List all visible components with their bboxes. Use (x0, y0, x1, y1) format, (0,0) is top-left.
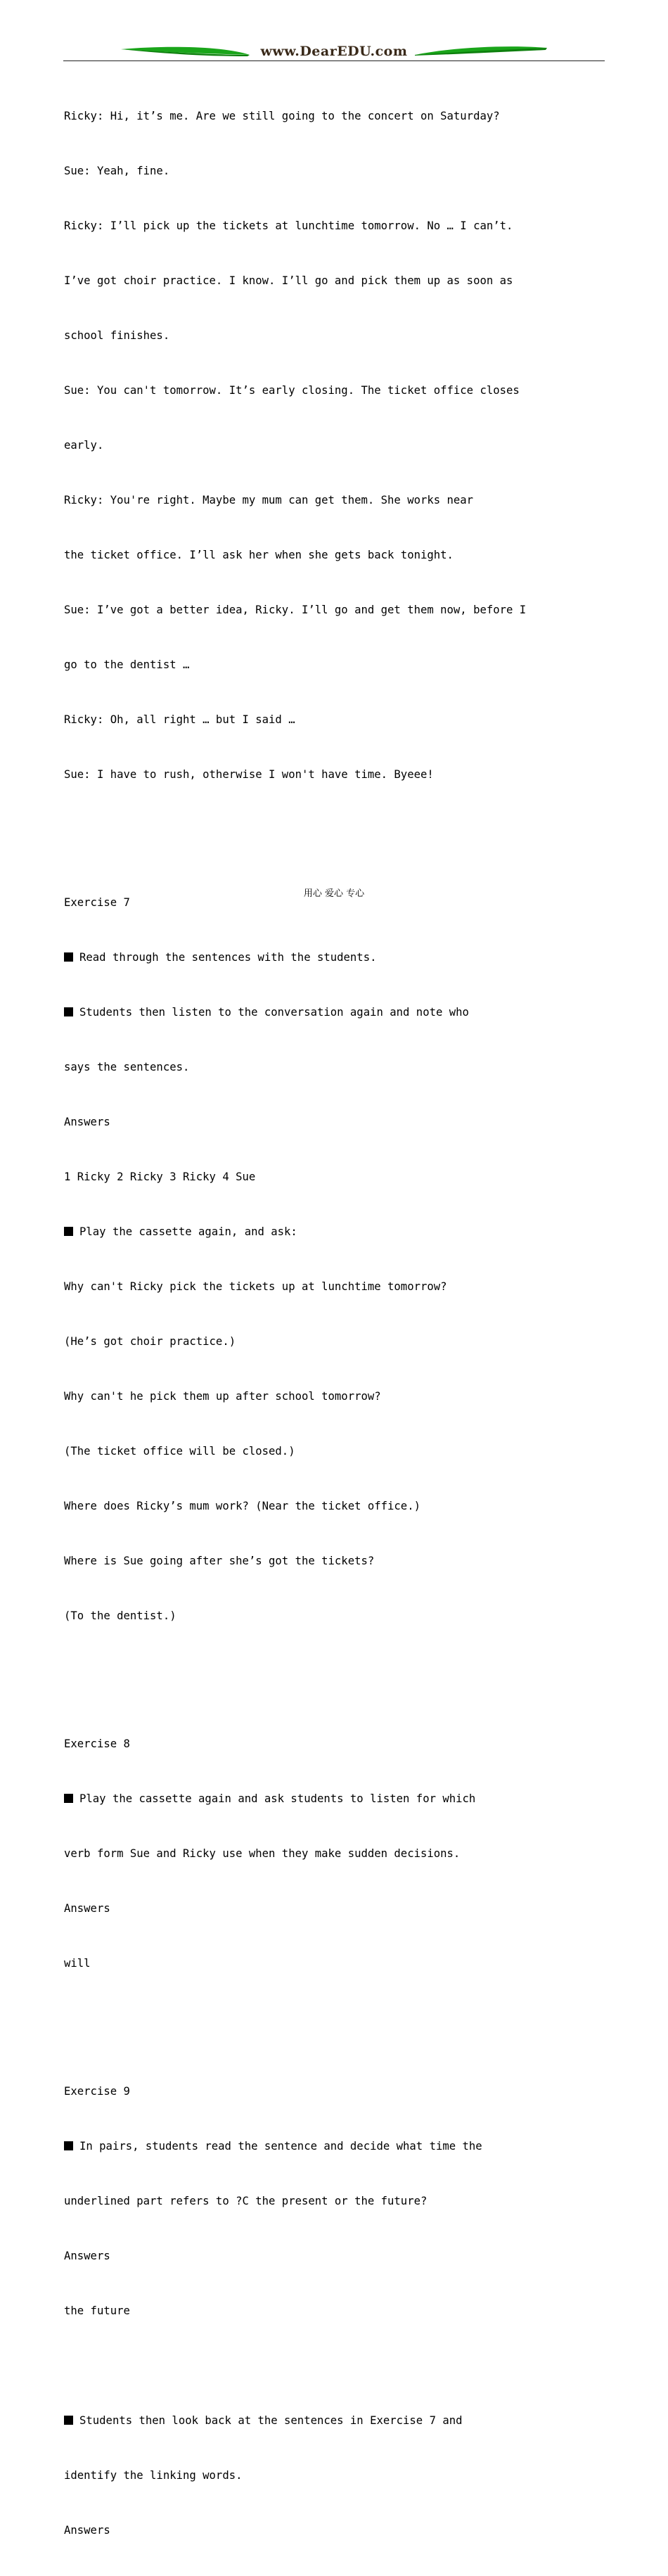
square-bullet-icon (64, 1227, 73, 1236)
bullet-continuation: identify the linking words. (64, 2469, 243, 2482)
answers-label: Answers (64, 2524, 110, 2537)
bullet-continuation: says the sentences. (64, 1061, 190, 1073)
dialogue-line: Ricky: You're right. Maybe my mum can get them. She works near (64, 494, 474, 506)
exercise-7-heading: Exercise 7 (64, 896, 130, 909)
document-body (64, 70, 570, 2576)
bullet-item (64, 1790, 570, 1808)
question-line: Why can't Ricky pick the tickets up at lunchtime tomorrow? (64, 1280, 447, 1293)
dialogue-line: Sue: I have to rush, otherwise I won't have time. Byeee! (64, 768, 434, 781)
bullet-item (64, 2411, 570, 2430)
dialogue-line: Sue: I’ve got a better idea, Ricky. I’ll go and get them now, before I (64, 604, 527, 616)
bullet-item (64, 2137, 570, 2155)
dialogue-line: Sue: You can't tomorrow. It’s early closing. The ticket office closes (64, 384, 520, 397)
question-line: (He’s got choir practice.) (64, 1335, 236, 1348)
bullet-item (64, 1003, 570, 1021)
page-footer: 用心 爱心 专心 (303, 888, 365, 899)
answers-text: will (64, 1957, 91, 1970)
exercise-8-heading: Exercise 8 (64, 1737, 130, 1750)
dialogue-line: school finishes. (64, 329, 170, 342)
bullet-item (64, 948, 570, 967)
dialogue-line: early. (64, 439, 104, 452)
answers-label: Answers (64, 1902, 110, 1915)
dialogue-line: I’ve got choir practice. I know. I’ll go and pick them up as soon as (64, 274, 513, 287)
dialogue-line: go to the dentist … (64, 658, 190, 671)
question-line: Why can't he pick them up after school tomorrow? (64, 1390, 381, 1403)
answers-label: Answers (64, 1116, 110, 1128)
square-bullet-icon (64, 2416, 73, 2425)
bullet-continuation: verb form Sue and Ricky use when they make sudden decisions. (64, 1847, 461, 1860)
square-bullet-icon (64, 2141, 73, 2150)
bullet-text: Play the cassette again and ask students to listen for which (79, 1792, 476, 1805)
bullet-text: Read through the sentences with the students. (79, 951, 377, 964)
answers-label: Answers (64, 2250, 110, 2262)
bullet-continuation: underlined part refers to ?C the present or the future? (64, 2195, 428, 2207)
bullet-text: Students then look back at the sentences in Exercise 7 and (79, 2414, 463, 2427)
square-bullet-icon (64, 1007, 73, 1016)
spacer (64, 1662, 570, 1680)
bullet-item (64, 1223, 570, 1241)
question-line: Where does Ricky’s mum work? (Near the ticket office.) (64, 1500, 420, 1512)
question-line: (The ticket office will be closed.) (64, 1445, 295, 1458)
question-line: Where is Sue going after she’s got the tickets? (64, 1555, 375, 1567)
dialogue-line: the ticket office. I’ll ask her when she gets back tonight. (64, 549, 454, 561)
dialogue-line: Ricky: Oh, all right … but I said … (64, 713, 295, 726)
square-bullet-icon (64, 1794, 73, 1803)
answers-text: 1 Ricky 2 Ricky 3 Ricky 4 Sue (64, 1171, 256, 1183)
spacer (64, 820, 570, 839)
bullet-text: In pairs, students read the sentence and decide what time the (79, 2140, 482, 2153)
square-bullet-icon (64, 952, 73, 962)
bullet-text: Students then listen to the conversation again and note who (79, 1006, 469, 1019)
answers-text: the future (64, 2304, 130, 2317)
spacer (64, 2009, 570, 2027)
header-divider (63, 60, 605, 61)
question-line: (To the dentist.) (64, 1609, 176, 1622)
dialogue-line: Ricky: Hi, it’s me. Are we still going to the concert on Saturday? (64, 110, 500, 122)
spacer (64, 2357, 570, 2375)
bullet-text: Play the cassette again, and ask: (79, 1225, 297, 1238)
site-logo-text: www.DearEDU.com (260, 44, 408, 59)
page-header (63, 41, 605, 63)
dialogue-line: Ricky: I’ll pick up the tickets at lunchtime tomorrow. No … I can’t. (64, 219, 513, 232)
dialogue-line: Sue: Yeah, fine. (64, 165, 170, 177)
exercise-9-heading: Exercise 9 (64, 2085, 130, 2098)
